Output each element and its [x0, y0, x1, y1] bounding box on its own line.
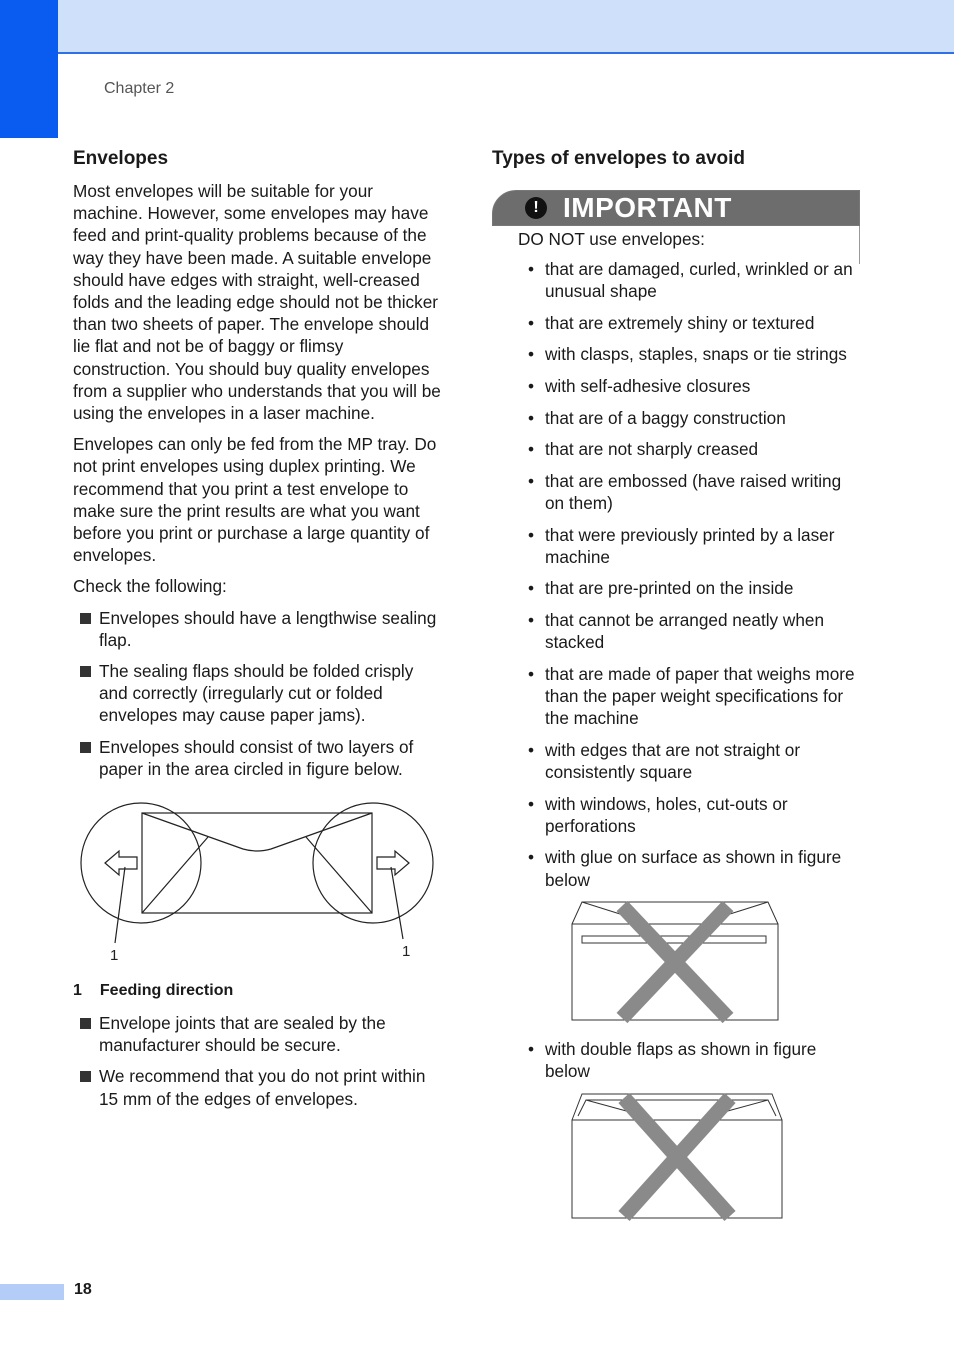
avoid-list [492, 258, 862, 891]
check-list [73, 607, 441, 780]
list-item: • with clasps, staples, snaps or tie strings [528, 344, 847, 365]
square-bullet-icon [80, 666, 91, 677]
bullet-icon: • [528, 259, 535, 279]
list-item: • that are of a baggy construction [528, 407, 786, 428]
do-not-intro: DO NOT use envelopes: [518, 229, 705, 249]
list-item: • that were previously printed by a laser machine [528, 524, 835, 567]
bullet-icon: • [528, 375, 535, 396]
envelope-outline [142, 813, 372, 913]
avoid-heading: Types of envelopes to avoid [492, 148, 746, 169]
important-banner [492, 178, 860, 226]
right-arrow-icon [377, 851, 409, 875]
list-item: • with edges that are not straight or consistently square [528, 739, 801, 782]
list-item: • that are extremely shiny or textured [528, 312, 815, 333]
list-item: Envelopes should have a lengthwise sealing flap. [73, 607, 441, 651]
list-item: • that are embossed (have raised writing on them) [528, 470, 842, 513]
list-item: • with double flaps as shown in figure below [528, 1039, 817, 1082]
left-arrow-icon [105, 851, 137, 875]
bullet-icon: • [528, 312, 535, 333]
double-flap-envelope-figure [570, 1092, 784, 1222]
caption-text: Feeding direction [99, 982, 234, 1000]
envelopes-paragraph-1: Most envelopes will be suitable for your machine. However, some envelopes may have feed and print-quality problems because of the way they have been made. A suitable envelope should have edges with straight, well-creased folds and the leading edge should not be thicker than two sheets of paper. The envelope should lie flat and not be of baggy or flimsy construction. You should buy quality envelopes from a supplier who understands that you will be using the envelopes in a laser machine. [73, 181, 441, 424]
list-item: We recommend that you do not print within 15 mm of the edges of envelopes. [73, 1065, 441, 1109]
bullet-icon: • [528, 847, 535, 868]
x-mark-icon [624, 1098, 730, 1216]
square-bullet-icon [80, 1018, 91, 1029]
list-item: • that are pre-printed on the inside [528, 578, 794, 599]
list-item: • that are made of paper that weighs more than the paper weight specifications for the machine [528, 663, 855, 729]
x-mark-icon [622, 906, 728, 1018]
envelope-feed-figure [73, 801, 441, 971]
page-number: 18 [74, 1281, 92, 1298]
warning-icon: ! [525, 197, 547, 219]
figure-caption [73, 982, 441, 1000]
bullet-icon: • [528, 524, 535, 545]
right-circle [313, 803, 433, 923]
list-item: • that cannot be arranged neatly when stacked [528, 609, 825, 653]
bullet-icon: • [528, 739, 535, 760]
bullet-icon: • [528, 1039, 535, 1060]
list-item: • with self-adhesive closures [528, 375, 751, 396]
bullet-icon: • [528, 609, 535, 630]
list-item: • with glue on surface as shown in figure below [528, 847, 842, 890]
footer-band [0, 1284, 64, 1300]
square-bullet-icon [80, 742, 91, 753]
left-circle [81, 803, 201, 923]
right-column [492, 148, 862, 1222]
list-item: The sealing flaps should be folded crisply and correctly (irregularly cut or folded envelopes may cause paper jams). [73, 660, 441, 727]
square-bullet-icon [80, 1071, 91, 1082]
bullet-icon: • [528, 407, 535, 428]
glue-strip [582, 936, 766, 943]
list-item: • that are damaged, curled, wrinkled or an unusual shape [528, 259, 853, 302]
important-title: IMPORTANT [563, 192, 732, 223]
envelopes-paragraph-2: Envelopes can only be fed from the MP tray. Do not print envelopes using duplex printing. We recommend that you print a test envelope to make sure the print results are what you want before you print or purchase a large quantity of envelopes. [73, 434, 437, 566]
check-list-2 [73, 1012, 441, 1110]
chapter-label: Chapter 2 [104, 80, 175, 97]
callout-right: 1 [402, 943, 411, 961]
list-item: Envelopes should consist of two layers of paper in the area circled in figure below. [73, 736, 441, 780]
bullet-icon: • [528, 439, 535, 460]
avoid-list-2 [492, 1038, 862, 1082]
bullet-icon: • [528, 344, 535, 365]
callout-left: 1 [110, 947, 119, 965]
list-item: • that are not sharply creased [528, 439, 759, 460]
chapter-tab [0, 0, 58, 138]
envelope-flap [142, 813, 372, 851]
glue-envelope-figure [570, 900, 782, 1024]
bullet-icon: • [528, 578, 535, 599]
envelopes-heading: Envelopes [73, 148, 169, 169]
caption-number: 1 [73, 982, 82, 1000]
header-band [0, 0, 954, 54]
square-bullet-icon [80, 613, 91, 624]
bullet-icon: • [528, 470, 535, 491]
left-column [73, 148, 441, 1119]
list-item: Envelope joints that are sealed by the manufacturer should be secure. [73, 1012, 441, 1056]
check-intro: Check the following: [73, 576, 227, 597]
bullet-icon: • [528, 663, 535, 684]
list-item: • with windows, holes, cut-outs or perforations [528, 793, 788, 836]
bullet-icon: • [528, 793, 535, 814]
